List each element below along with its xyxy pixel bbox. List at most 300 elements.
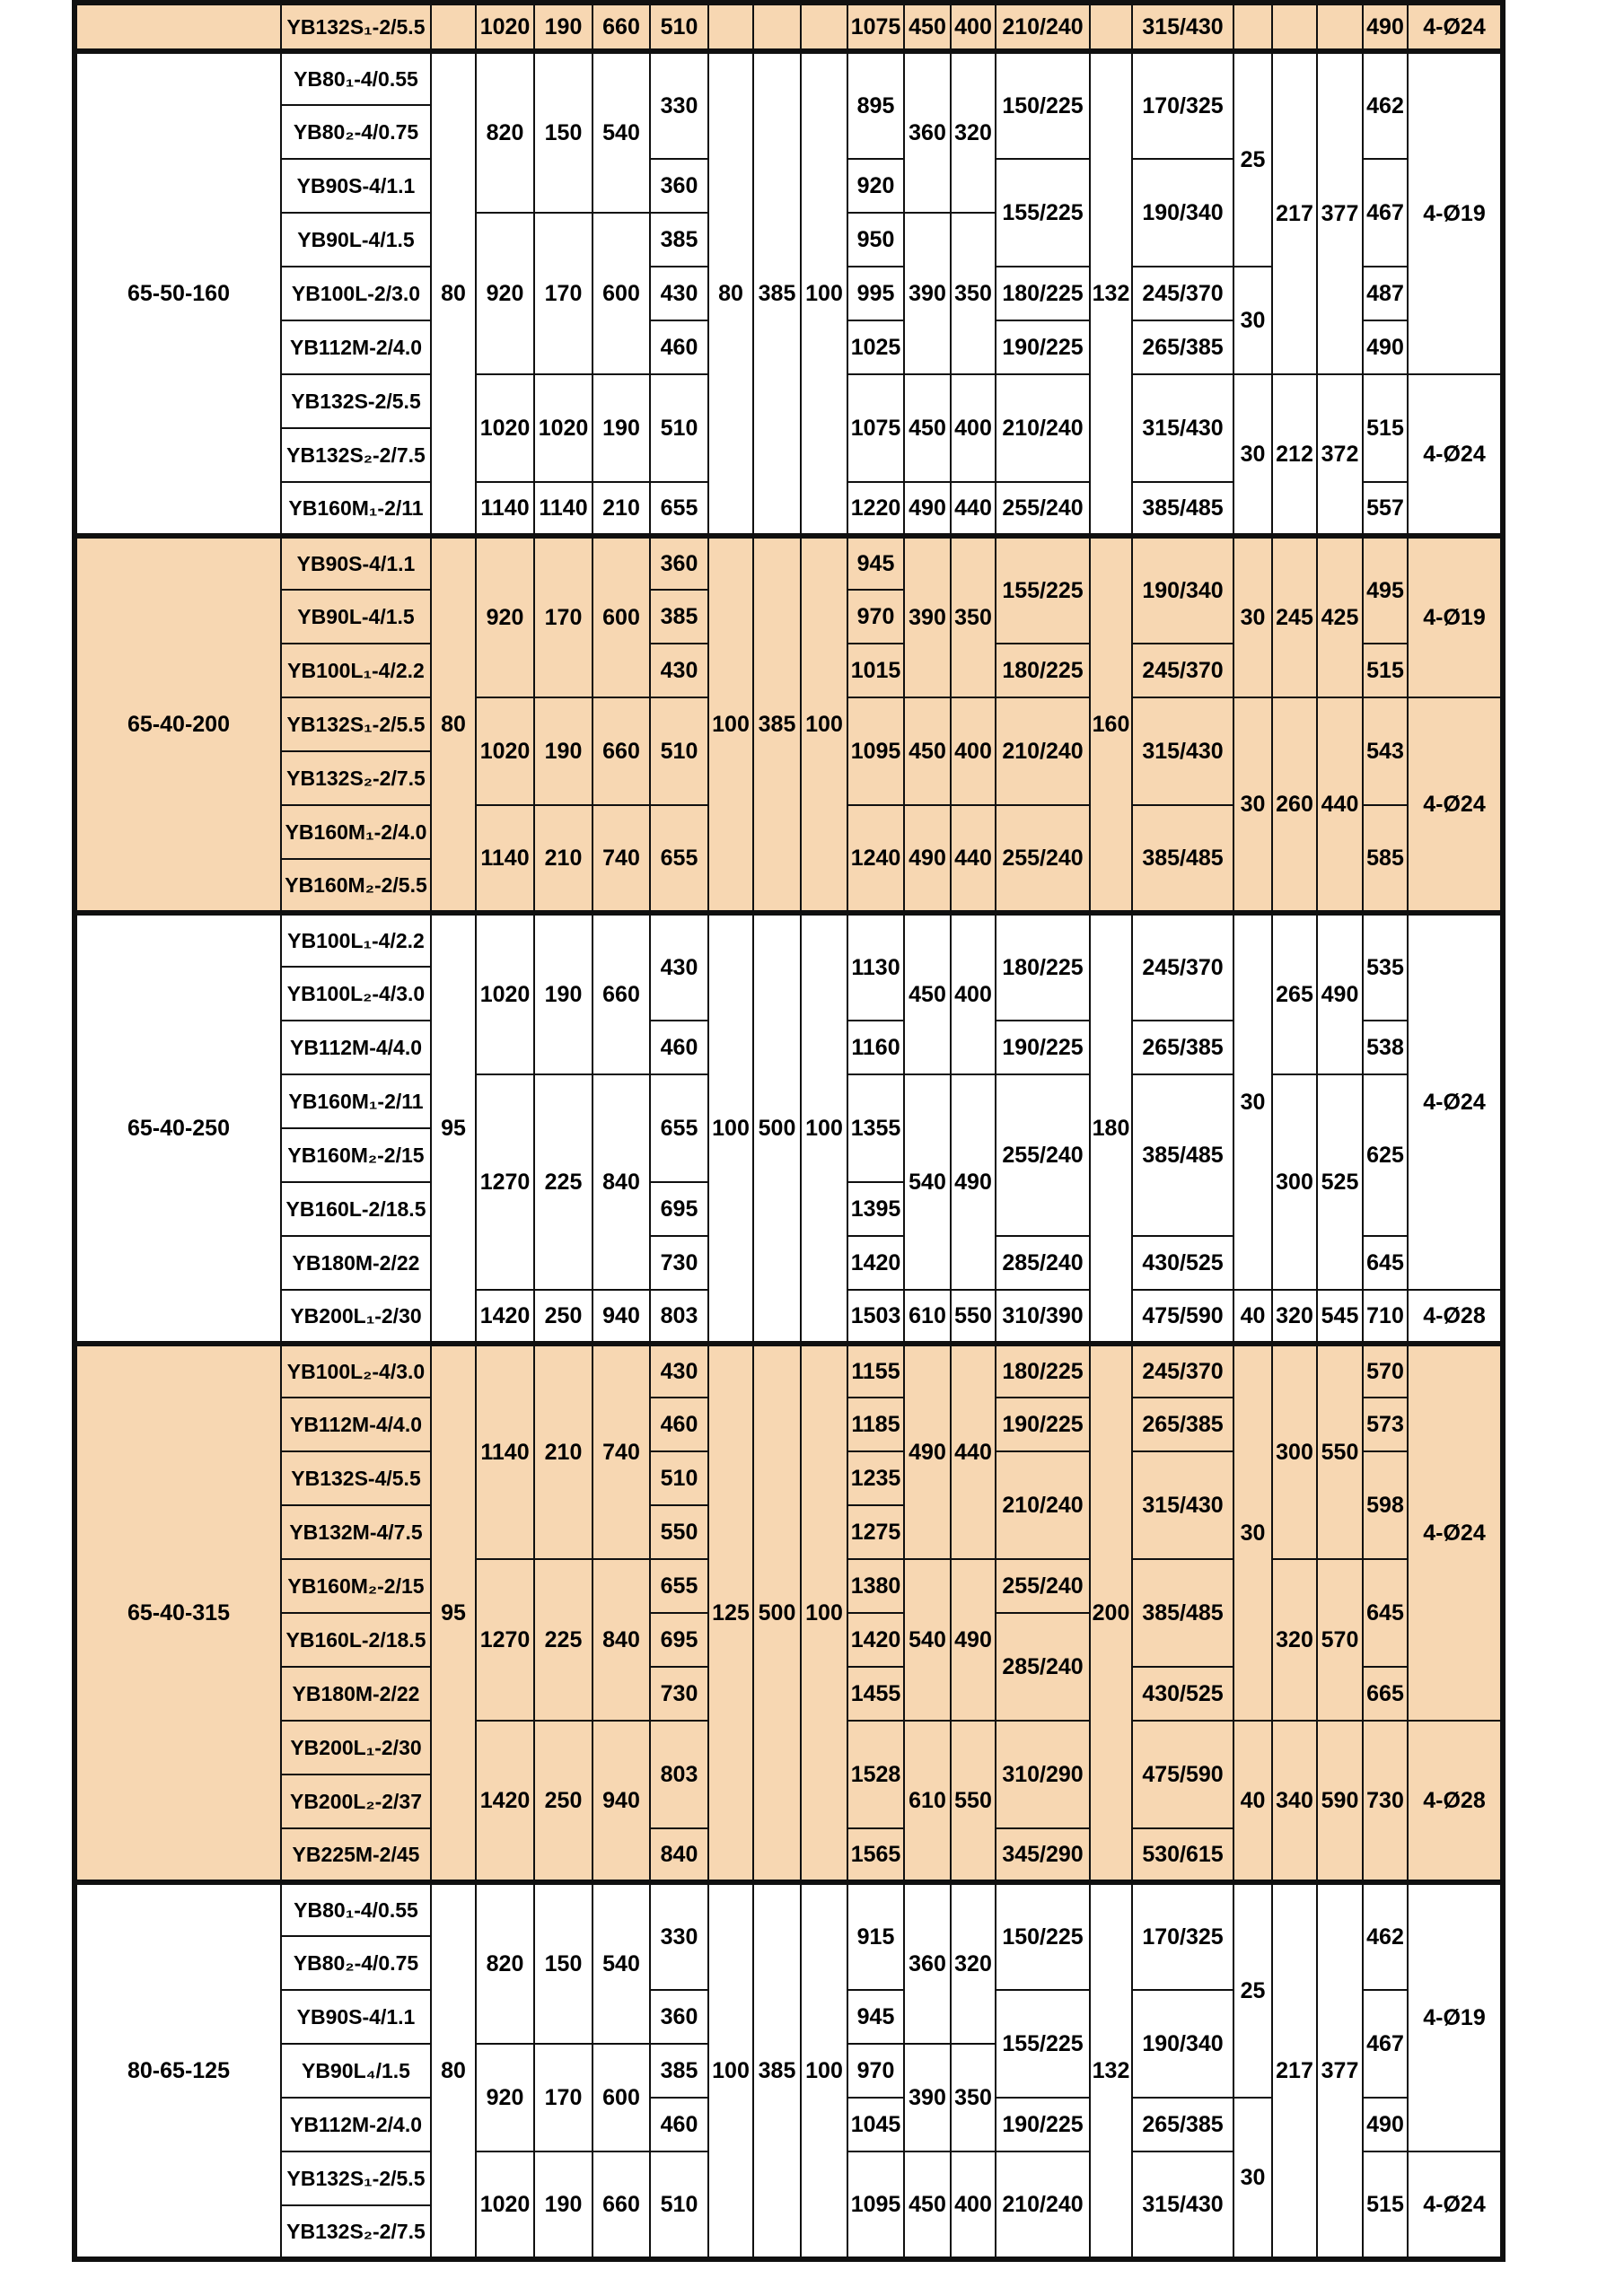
motor-model-cell: YB100L₁-4/2.2 [281,644,431,697]
motor-model-cell: YB112M-2/4.0 [281,320,431,374]
dim-cell: 585 [1363,805,1408,913]
dim-cell: 495 [1363,536,1408,644]
dim-cell [431,3,476,51]
dim-cell: 320 [1272,1559,1317,1721]
dim-cell: 1565 [847,1828,904,1882]
dim-cell: 210 [593,482,650,536]
motor-model-cell: YB132S₁-2/5.5 [281,3,431,51]
dim-cell: 180 [1090,913,1132,1344]
dim-cell: 440 [951,482,996,536]
dim-cell: 550 [1317,1344,1363,1559]
dim-cell: 1420 [847,1236,904,1290]
dim-cell: 360 [904,51,951,213]
dim-cell: 210 [534,805,593,913]
dim-cell: 40 [1233,1290,1272,1344]
dim-cell: 250 [534,1290,593,1344]
dim-cell: 1075 [847,374,904,482]
dim-cell: 180/225 [996,644,1090,697]
dim-cell: 440 [1317,697,1363,913]
dim-cell: 25 [1233,51,1272,267]
dim-cell: 30 [1233,374,1272,536]
dim-cell: 210/240 [996,2151,1090,2259]
dim-cell: 525 [1317,1074,1363,1290]
dim-cell: 1045 [847,2098,904,2151]
dim-cell: 1130 [847,913,904,1021]
motor-model-cell: YB112M-2/4.0 [281,2098,431,2151]
dim-cell: 385/485 [1132,1559,1233,1667]
table-row [75,3,1503,51]
dim-cell: 1015 [847,644,904,697]
dim-cell: 540 [593,51,650,213]
dim-cell: 210/240 [996,374,1090,482]
dim-cell: 450 [904,3,951,51]
dim-cell: 590 [1317,1721,1363,1882]
dim-cell: 1155 [847,1344,904,1398]
dim-cell: 190 [534,697,593,805]
dim-cell [708,3,753,51]
motor-model-cell: YB225M-2/45 [281,1828,431,1882]
dim-cell: 265/385 [1132,2098,1233,2151]
table-row [75,1344,1503,1398]
dim-cell: 740 [593,1344,650,1559]
motor-model-cell: YB90S-4/1.1 [281,159,431,213]
dim-cell: 740 [593,805,650,913]
dim-cell: 660 [593,913,650,1074]
dim-cell: 490 [904,1344,951,1559]
motor-model-cell: YB180M-2/22 [281,1667,431,1721]
dim-cell: 4-Ø28 [1408,1290,1503,1344]
dim-cell: 1140 [476,805,534,913]
dim-cell: 425 [1317,536,1363,697]
dim-cell: 170 [534,536,593,697]
motor-model-cell: YB80₂-4/0.75 [281,105,431,159]
dim-cell: 350 [951,2044,996,2151]
dim-cell: 372 [1317,374,1363,536]
motor-model-cell: YB132S₁-2/5.5 [281,2151,431,2205]
dim-cell: 350 [951,213,996,374]
dim-cell: 30 [1233,2098,1272,2259]
dim-cell: 945 [847,1990,904,2044]
dim-cell: 500 [753,1344,801,1882]
dim-cell: 180/225 [996,1344,1090,1398]
dim-cell: 190/340 [1132,159,1233,267]
motor-model-cell: YB100L-2/3.0 [281,267,431,320]
motor-model-cell: YB100L₁-4/2.2 [281,913,431,967]
dim-cell: 462 [1363,51,1408,159]
dim-cell: 570 [1317,1559,1363,1721]
dim-cell: 4-Ø19 [1408,536,1503,697]
spec-table [72,0,1505,2262]
dim-cell: 315/430 [1132,1451,1233,1559]
dim-cell: 1020 [476,3,534,51]
dim-cell: 4-Ø24 [1408,913,1503,1290]
motor-model-cell: YB90S-4/1.1 [281,1990,431,2044]
dim-cell: 190/225 [996,1021,1090,1074]
dim-cell: 315/430 [1132,374,1233,482]
dim-cell: 200 [1090,1344,1132,1882]
dim-cell: 360 [650,1990,708,2044]
dim-cell: 450 [904,2151,951,2259]
dim-cell: 360 [904,1882,951,2044]
dim-cell: 210/240 [996,697,1090,805]
dim-cell: 945 [847,536,904,590]
dim-cell: 557 [1363,482,1408,536]
dim-cell: 820 [476,1882,534,2044]
motor-model-cell: YB132S-2/5.5 [281,374,431,428]
dim-cell: 475/590 [1132,1721,1233,1828]
dim-cell: 300 [1272,1074,1317,1290]
dim-cell: 150 [534,51,593,213]
dim-cell: 730 [650,1236,708,1290]
dim-cell: 340 [1272,1721,1317,1882]
table-row [75,51,1503,105]
dim-cell: 460 [650,1021,708,1074]
dim-cell: 1020 [476,697,534,805]
motor-model-cell: YB132M-4/7.5 [281,1505,431,1559]
dim-cell: 310/390 [996,1290,1090,1344]
table-row [75,1882,1503,1936]
dim-cell: 100 [708,536,753,913]
dim-cell: 510 [650,2151,708,2259]
dim-cell: 155/225 [996,536,1090,644]
dim-cell: 450 [904,374,951,482]
dim-cell: 150/225 [996,1882,1090,1990]
dim-cell: 245/370 [1132,1344,1233,1398]
pump-model-cell: 80-65-125 [75,1882,281,2259]
dim-cell: 600 [593,536,650,697]
dim-cell: 540 [904,1074,951,1290]
dim-cell: 460 [650,320,708,374]
dim-cell: 320 [951,51,996,213]
dim-cell: 550 [650,1505,708,1559]
dim-cell: 285/240 [996,1236,1090,1290]
dim-cell: 385 [753,51,801,536]
dim-cell: 170 [534,2044,593,2151]
dim-cell: 265/385 [1132,1398,1233,1451]
motor-model-cell: YB200L₁-2/30 [281,1290,431,1344]
dim-cell: 217 [1272,1882,1317,2259]
pump-model-cell [75,3,281,51]
dim-cell: 190/225 [996,320,1090,374]
motor-model-cell: YB112M-4/4.0 [281,1398,431,1451]
dim-cell: 490 [1363,320,1408,374]
dim-cell: 840 [593,1074,650,1290]
motor-model-cell: YB132S₂-2/7.5 [281,428,431,482]
dim-cell: 100 [801,536,847,913]
dim-cell: 655 [650,482,708,536]
dim-cell: 1235 [847,1451,904,1505]
dim-cell: 385/485 [1132,805,1233,913]
dim-cell: 385 [650,2044,708,2098]
dim-cell: 390 [904,536,951,697]
motor-model-cell: YB160M₁-2/11 [281,1074,431,1128]
dim-cell: 400 [951,374,996,482]
dim-cell: 840 [650,1828,708,1882]
dim-cell: 940 [593,1721,650,1882]
dim-cell: 80 [431,51,476,536]
dim-cell: 573 [1363,1398,1408,1451]
dim-cell: 255/240 [996,482,1090,536]
dim-cell: 1420 [476,1290,534,1344]
dim-cell: 440 [951,805,996,913]
dim-cell: 360 [650,159,708,213]
dim-cell: 625 [1363,1074,1408,1236]
dim-cell: 132 [1090,51,1132,536]
dim-cell: 385 [753,536,801,913]
dim-cell: 430 [650,913,708,1021]
motor-model-cell: YB160M₁-2/11 [281,482,431,536]
dim-cell: 920 [476,2044,534,2151]
dim-cell: 30 [1233,697,1272,913]
motor-model-cell: YB160M₂-2/15 [281,1559,431,1613]
dim-cell: 515 [1363,644,1408,697]
dim-cell: 1020 [476,2151,534,2259]
dim-cell: 1140 [476,482,534,536]
dim-cell: 995 [847,267,904,320]
dim-cell: 600 [593,2044,650,2151]
motor-model-cell: YB100L₂-4/3.0 [281,1344,431,1398]
dim-cell: 4-Ø19 [1408,1882,1503,2151]
dim-cell: 225 [534,1559,593,1721]
dim-cell: 510 [650,697,708,805]
dim-cell: 655 [650,805,708,913]
dim-cell: 462 [1363,1882,1408,1990]
motor-model-cell: YB200L₁-2/30 [281,1721,431,1775]
dim-cell: 450 [904,697,951,805]
dim-cell: 30 [1233,1344,1272,1721]
dim-cell: 255/240 [996,1559,1090,1613]
dim-cell: 155/225 [996,1990,1090,2098]
dim-cell: 320 [1272,1290,1317,1344]
motor-model-cell: YB160M₂-2/5.5 [281,859,431,913]
dim-cell: 1095 [847,2151,904,2259]
dim-cell: 920 [847,159,904,213]
dim-cell: 285/240 [996,1613,1090,1721]
dim-cell: 210/240 [996,3,1090,51]
dim-cell: 360 [650,536,708,590]
motor-model-cell: YB132S-4/5.5 [281,1451,431,1505]
dim-cell: 385/485 [1132,1074,1233,1236]
table-row [75,536,1503,590]
dim-cell: 1140 [534,482,593,536]
motor-model-cell: YB160M₂-2/15 [281,1128,431,1182]
motor-model-cell: YB180M-2/22 [281,1236,431,1290]
dim-cell: 170 [534,213,593,374]
motor-model-cell: YB160L-2/18.5 [281,1613,431,1667]
dim-cell: 940 [593,1290,650,1344]
motor-model-cell: YB80₂-4/0.75 [281,1936,431,1990]
dim-cell: 4-Ø28 [1408,1721,1503,1882]
dim-cell: 1075 [847,3,904,51]
dim-cell: 320 [951,1882,996,2044]
dim-cell: 430 [650,644,708,697]
dim-cell: 1380 [847,1559,904,1613]
motor-model-cell: YB160L-2/18.5 [281,1182,431,1236]
dim-cell: 210 [534,1344,593,1559]
dim-cell: 540 [593,1882,650,2044]
dim-cell: 695 [650,1182,708,1236]
dim-cell: 190/225 [996,2098,1090,2151]
dim-cell: 803 [650,1721,708,1828]
dim-cell: 100 [801,913,847,1344]
dim-cell: 730 [1363,1721,1408,1882]
table-row [75,913,1503,967]
dim-cell: 535 [1363,913,1408,1021]
dim-cell: 1095 [847,697,904,805]
dim-cell: 610 [904,1721,951,1882]
motor-model-cell: YB100L₂-4/3.0 [281,967,431,1021]
dim-cell: 695 [650,1613,708,1667]
dim-cell: 915 [847,1882,904,1990]
dim-cell: 330 [650,51,708,159]
dim-cell: 80 [708,51,753,536]
dim-cell: 1220 [847,482,904,536]
dim-cell: 1528 [847,1721,904,1828]
dim-cell: 4-Ø24 [1408,1344,1503,1721]
dim-cell: 160 [1090,536,1132,913]
dim-cell: 95 [431,913,476,1344]
dim-cell: 1455 [847,1667,904,1721]
dim-cell: 540 [904,1559,951,1721]
dim-cell: 190 [534,2151,593,2259]
dim-cell: 515 [1363,374,1408,482]
dim-cell: 1020 [534,374,593,482]
motor-model-cell: YB132S₂-2/7.5 [281,2205,431,2259]
dim-cell: 190 [534,913,593,1074]
dim-cell: 190 [593,374,650,482]
dim-cell: 545 [1317,1290,1363,1344]
dim-cell: 315/430 [1132,3,1233,51]
dim-cell: 1420 [847,1613,904,1667]
dim-cell: 660 [593,2151,650,2259]
dim-cell: 1240 [847,805,904,913]
dim-cell [1272,3,1317,51]
dim-cell: 190/340 [1132,536,1233,644]
dim-cell: 490 [1317,913,1363,1074]
dim-cell: 245 [1272,536,1317,697]
pump-model-cell: 65-40-200 [75,536,281,913]
dim-cell: 1140 [476,1344,534,1559]
dim-cell: 510 [650,3,708,51]
dim-cell: 487 [1363,267,1408,320]
dim-cell: 490 [904,482,951,536]
dim-cell: 538 [1363,1021,1408,1074]
dim-cell: 460 [650,2098,708,2151]
dim-cell: 150 [534,1882,593,2044]
dim-cell: 265 [1272,913,1317,1074]
dim-cell: 1503 [847,1290,904,1344]
dim-cell: 30 [1233,536,1272,697]
dim-cell: 645 [1363,1236,1408,1290]
dim-cell [1090,3,1132,51]
motor-model-cell: YB90L₄/1.5 [281,2044,431,2098]
dim-cell: 265/385 [1132,1021,1233,1074]
dim-cell: 95 [431,1344,476,1882]
dim-cell: 385 [753,1882,801,2259]
dim-cell: 543 [1363,697,1408,805]
dim-cell: 660 [593,697,650,805]
dim-cell: 490 [904,805,951,913]
pump-model-cell: 65-40-250 [75,913,281,1344]
dim-cell: 840 [593,1559,650,1721]
dim-cell: 430/525 [1132,1236,1233,1290]
motor-model-cell: YB90L-4/1.5 [281,213,431,267]
dim-cell: 4-Ø24 [1408,3,1503,51]
dim-cell: 655 [650,1074,708,1182]
dim-cell: 1275 [847,1505,904,1559]
dim-cell: 4-Ø24 [1408,2151,1503,2259]
dim-cell: 1025 [847,320,904,374]
dim-cell: 530/615 [1132,1828,1233,1882]
dim-cell: 100 [708,1882,753,2259]
dim-cell: 210/240 [996,1451,1090,1559]
dim-cell: 710 [1363,1290,1408,1344]
dim-cell: 655 [650,1559,708,1613]
dim-cell: 400 [951,697,996,805]
dim-cell: 490 [1363,2098,1408,2151]
dim-cell: 400 [951,2151,996,2259]
dim-cell: 125 [708,1344,753,1882]
dim-cell: 510 [650,374,708,482]
dim-cell: 510 [650,1451,708,1505]
motor-model-cell: YB80₁-4/0.55 [281,1882,431,1936]
dim-cell: 385 [650,590,708,644]
dim-cell: 217 [1272,51,1317,374]
dim-cell: 475/590 [1132,1290,1233,1344]
dim-cell: 315/430 [1132,697,1233,805]
dim-cell: 100 [801,1882,847,2259]
dim-cell: 245/370 [1132,644,1233,697]
dim-cell: 490 [1363,3,1408,51]
dim-cell: 803 [650,1290,708,1344]
dim-cell: 4-Ø24 [1408,374,1503,536]
dim-cell: 440 [951,1344,996,1559]
dim-cell: 550 [951,1721,996,1882]
dim-cell: 250 [534,1721,593,1882]
dim-cell: 430 [650,1344,708,1398]
dim-cell: 30 [1233,267,1272,374]
dim-cell: 180/225 [996,913,1090,1021]
dim-cell: 212 [1272,374,1317,536]
dim-cell: 150/225 [996,51,1090,159]
dim-cell: 970 [847,590,904,644]
dim-cell: 730 [650,1667,708,1721]
dim-cell: 100 [708,913,753,1344]
dim-cell: 155/225 [996,159,1090,267]
dim-cell: 660 [593,3,650,51]
pump-model-cell: 65-40-315 [75,1344,281,1882]
dim-cell: 1020 [476,913,534,1074]
dim-cell: 400 [951,3,996,51]
motor-model-cell: YB90S-4/1.1 [281,536,431,590]
dim-cell: 920 [476,213,534,374]
dim-cell: 377 [1317,1882,1363,2259]
dim-cell: 895 [847,51,904,159]
dim-cell: 1020 [476,374,534,482]
dim-cell: 600 [593,213,650,374]
dim-cell: 30 [1233,913,1272,1290]
dim-cell: 970 [847,2044,904,2098]
dim-cell: 665 [1363,1667,1408,1721]
dim-cell: 25 [1233,1882,1272,2098]
motor-model-cell: YB90L-4/1.5 [281,590,431,644]
dim-cell: 255/240 [996,805,1090,913]
dim-cell: 255/240 [996,1074,1090,1236]
motor-model-cell: YB132S₁-2/5.5 [281,697,431,751]
dim-cell: 1395 [847,1182,904,1236]
dim-cell: 80 [431,1882,476,2259]
dim-cell: 245/370 [1132,267,1233,320]
